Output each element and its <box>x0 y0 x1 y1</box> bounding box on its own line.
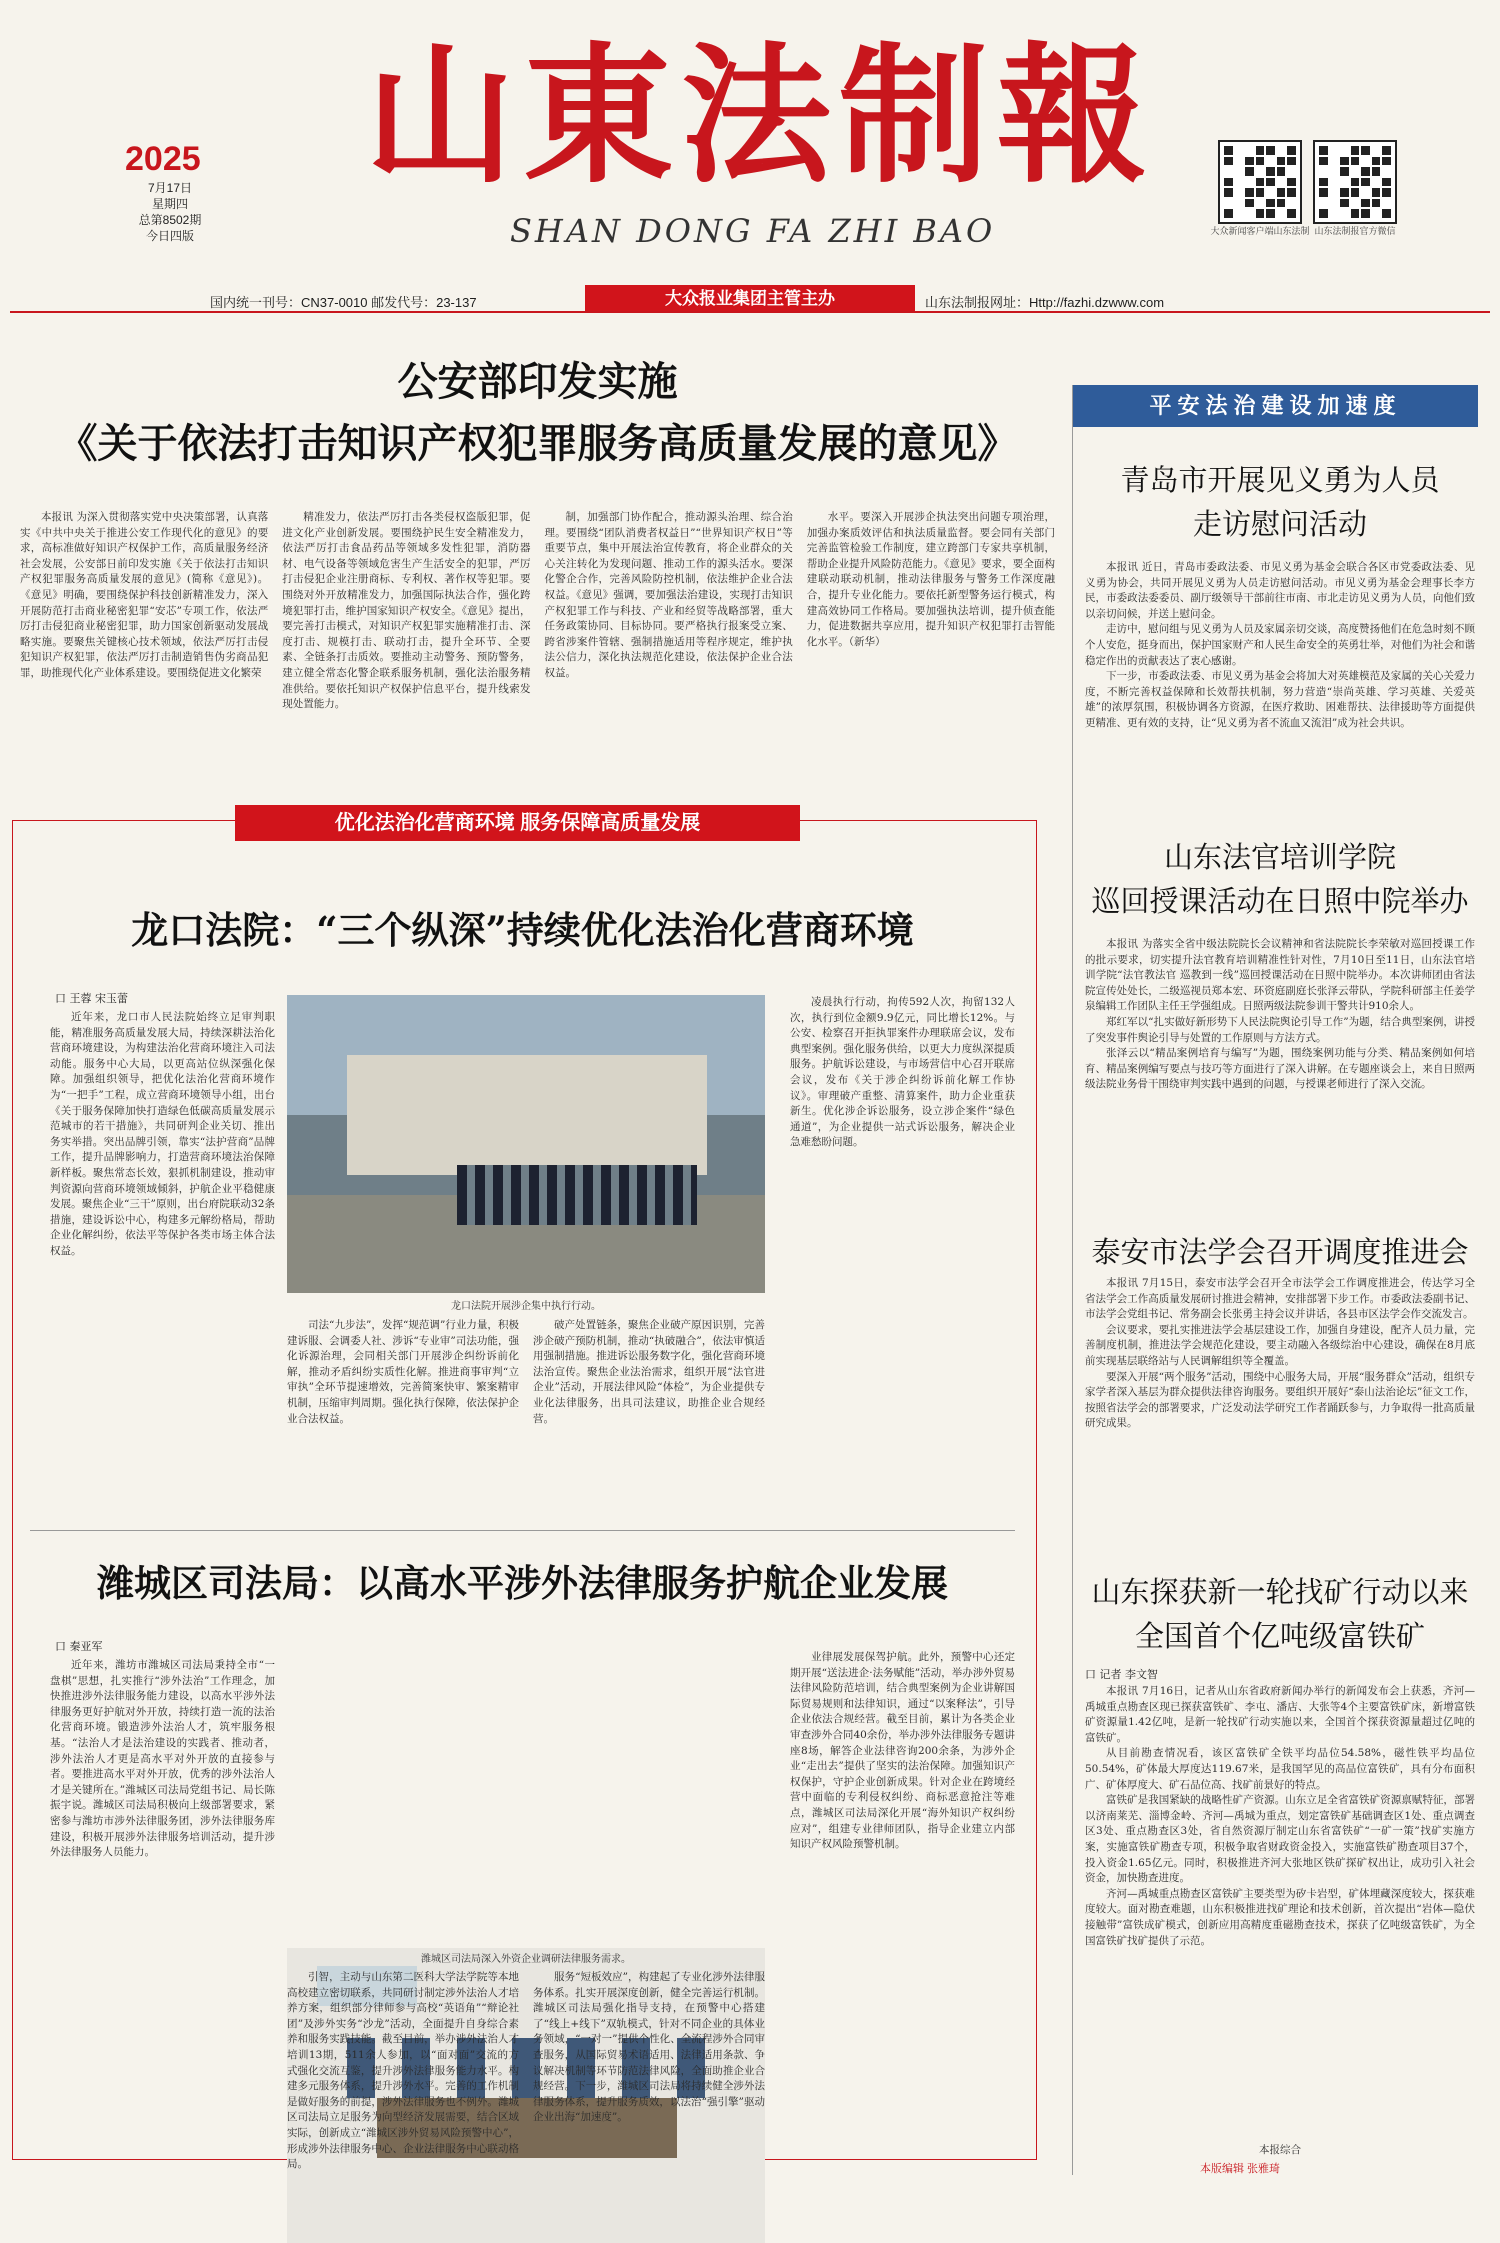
article-title: 山东探获新一轮找矿行动以来 <box>1091 1575 1469 1609</box>
paragraph: 会议要求，要扎实推进法学会基层建设工作，加强自身建设，配齐人员力量，完善制度机制，推进法学会规范化建设，要主动融入各级综治中心建设，确保在8月底前实现基层联络站与人民调解组织等全覆盖。 <box>1085 1323 1475 1367</box>
sidebar-article-4 <box>1085 1570 1475 2159</box>
qr-icon <box>1313 140 1397 224</box>
longkou-col-2 <box>287 1318 519 1520</box>
lead-col-2 <box>282 510 530 760</box>
longkou-col-1 <box>50 1010 275 1520</box>
paragraph: 本报讯 为落实全省中级法院院长会议精神和省法院院长李荣敏对巡回授课工作的批示要求，切实提升法官教育培训精准性针对性，7月10日至11日，山东法官培训学院“法官教法官 巡教到一线”巡回授课活动在日照中院举办。本次讲师团由省法院宣传处处长，二级巡视员郑本宏、环资庭副庭长张泽云带队，学院科研部主任姜学泉编辑工作团队主任王学强组成。日照两级法院参训干警共计910余人。 <box>1085 938 1475 1013</box>
paragraph: 富铁矿是我国紧缺的战略性矿产资源。山东立足全省富铁矿资源禀赋特征，部署以济南莱芜、淄博金岭、齐河—禹城为重点，划定富铁矿基础调查区1处、重点调查区3处、重点勘查区3处，省自然资源厅制定山东省富铁矿“一矿一策”找矿实施方案，实施富铁矿勘查专项，积极争取省财政资金投入，实施富铁矿勘查项目37个，投入资金1.65亿元。同时，积极推进齐河大张地区铁矿探矿权出让，成功引入社会资金，加快勘查进度。 <box>1085 1794 1475 1885</box>
longkou-col-3 <box>790 995 1015 1520</box>
column-divider <box>1072 385 1073 2175</box>
longkou-text: 司法“九步法”，发挥“规范调”行业力量，积极建诉服、会调委人社、涉诉“专业审”司法功能，强化诉源治理，会同相关部门开展涉企纠纷诉前化解，推动矛盾纠纷实质性化解。推进商事审判“立审执”全环节提速增效，完善简案快审、繁案精审机制，压缩审判周期。强化执行保障，依法保护企业合法权益。 <box>287 1319 519 1425</box>
page-editor: 本版编辑 张雅琦 <box>1200 2163 1281 2175</box>
issue-info <box>125 180 215 244</box>
masthead-logo <box>364 8 1156 208</box>
longkou-text: 凌晨执行行动，拘传592人次，拘留132人次，执行到位金额9.9亿元，同比增长12%。与公安、检察召开拒执罪案件办理联席会议，发布典型案例。强化服务供给，以更大力度纵深提质服务。护航诉讼建设，与市场营信中心召开联席会议，发布《关于涉企纠纷诉前化解工作协议》。审理破产重整、清算案件，助力企业重获新生。优化涉企诉讼服务，设立涉企案件“绿色通道”，为企业提供一站式诉讼服务，解决企业急难愁盼问题。 <box>790 996 1015 1149</box>
longkou-text: 破产处置链条，聚焦企业破产原因识别，完善涉企破产预防机制，推动“执破融合”，依法审慎适用强制措施。推进诉讼服务数字化，强化营商环境法治宣传。聚焦企业法治需求，组织开展“法官进企业”活动，开展法律风险“体检”，为企业提供专业化法律服务，出具司法建议，助推企业合规经营。 <box>533 1319 765 1425</box>
issue-number: 总第8502期 <box>138 213 202 227</box>
longkou-photo-caption: 龙口法院开展涉企集中执行行动。 <box>451 1301 601 1312</box>
article-title: 青岛市开展见义勇为人员 <box>1120 463 1440 497</box>
sidebar-banner: 平安法治建设加速度 <box>1073 385 1478 427</box>
weicheng-text: 服务“短板效应”，构建起了专业化涉外法律服务体系。扎实开展深度创新，健全完善运行机制。潍城区司法局强化指导支持，在预警中心搭建了“线上+线下”双轨模式，针对不同企业的具体业务领域，“一对一”提供个性化、全流程涉外合同审查服务，从国际贸易术语适用、法律适用条款、争议解决机制等环节防范法律风险，全面助推企业合规经营。下一步，潍城区司法局将持续健全涉外法律服务体系，提升服务质效，以法治“强引擎”驱动企业出海“加速度”。 <box>533 1971 765 2124</box>
qr-code-1[interactable] <box>1205 140 1315 237</box>
article-body <box>1085 1684 1475 2139</box>
weicheng-author: 口 秦亚军 <box>55 1640 103 1653</box>
article-body <box>1085 937 1475 1217</box>
longkou-col-4 <box>533 1318 765 1520</box>
qr-code-2[interactable] <box>1300 140 1410 237</box>
lead-text: 水平。要深入开展涉企执法突出问题专项治理，加强办案质效评估和执法质量监督。要会同有关部门完善监管检验工作制度，建立跨部门专家共享机制，帮助企业提升风险防范能力。《意见》要求，要全面构建联动联动机制，推动法律服务与警务工作深度融合，提升专业化能力。要依托新型警务运行模式，构建高效协同工作格局。要加强执法培训，提升侦查能力，促进数据共享应用，提升知识产权犯罪打击智能化水平。（新华） <box>806 511 1055 648</box>
lead-text: 本报讯 为深入贯彻落实党中央决策部署，认真落实《中共中央关于推进公安工作现代化的意见》的要求，高标准做好知识产权保护工作，高质量服务经济社会发展，公安部日前印发实施《关于依法打击知识产权犯罪服务高质量发展的意见》(简称《意见》)。《意见》明确，要围绕保护科技创新精准发力，深入开展防范打击商业秘密犯罪“安芯”专项工作，依法严厉打击侵犯商业秘密犯罪，助力国家创新驱动发展战略实施。要聚焦关键核心技术领域，依法严厉打击侵犯知识产权犯罪，依法严厉打击制造销售伪劣商品犯罪，助推现代化产业体系建设。要围绕促进文化繁荣 <box>20 511 269 679</box>
weicheng-lower <box>287 1970 765 2171</box>
svg-text:山東法制報: 山東法制報 <box>364 28 1156 204</box>
masthead-calligraphy <box>364 8 1156 208</box>
qr-caption-2: 山东法制报官方微信 <box>1314 226 1396 236</box>
article-body <box>1085 560 1475 815</box>
weicheng-text: 业律展发展保驾护航。此外，预警中心还定期开展“送法进企·法务赋能”活动，举办涉外贸易法律风险防范培训，结合典型案例为企业讲解国际贸易规则和法律知识，通过“以案释法”，引导企业依法合规经营。截至目前，累计为各类企业审查涉外合同40余份，举办涉外法律服务专题讲座8场，解答企业法律咨询200余条，为涉外企业“走出去”提供了坚实的法治保障。加强知识产权保护，守护企业创新成果。针对企业在跨境经营中面临的专利侵权纠纷、商标恶意抢注等难点，潍城区司法局深化开展“海外知识产权纠纷应对”，组建专业律师团队，指导企业建立内部知识产权风险预警机制。 <box>790 1651 1015 1851</box>
lead-title-line2: 《关于依法打击知识产权犯罪服务高质量发展的意见》 <box>57 420 1018 467</box>
weicheng-col-3 <box>790 1650 1015 2148</box>
issue-weekday: 星期四 <box>151 197 188 211</box>
paragraph: 要深入开展“两个服务”活动，围绕中心服务大局，开展“服务群众”活动，组织专家学者深入基层为群众提供法律咨询服务。要组织开展好“泰山法治论坛”征文工作，按照省法学会的部署要求，广泛发动法学研究工作者踊跃参与，力争取得一批高质量研究成果。 <box>1085 1370 1475 1430</box>
weicheng-title: 潍城区司法局：以高水平涉外法律服务护航企业发展 <box>97 1561 948 1605</box>
weicheng-col-4 <box>533 1970 765 2148</box>
officers-group <box>457 1165 697 1225</box>
paragraph: 齐河—禹城重点勘查区富铁矿主要类型为矽卡岩型，矿体埋藏深度较大，探获难度较大。面对勘查难题，山东积极推进找矿理论和技术创新，首次提出“岩体—隐伏接触带”富铁成矿模式，创新应用高精度重磁勘查技术，探获了亿吨级富铁矿，为全国富铁矿找矿提供了示范。 <box>1085 1887 1475 1947</box>
lead-text: 制，加强部门协作配合，推动源头治理、综合治理。要围绕“团队消费者权益日”“世界知识产权日”等重要节点，集中开展法治宣传教育，将企业群众的关心关注转化为发现问题、推动工作的源头活水。要深化警企合作，完善风险防控机制，依法维护企业合法权益。《意见》强调，要加强法治建设，实现打击知识产权犯罪工作与科技、产业和经贸等战略部署，重大任务政策协同、目标协同。要严格执行报案受立案、跨省涉案件管辖、强制措施适用等程序规定，维护执法公信力，深化执法规范化建设，依法保护企业合法权益。 <box>544 511 793 679</box>
weicheng-col-1 <box>50 1658 275 2148</box>
section-banner: 优化法治化营商环境 服务保障高质量发展 <box>235 805 800 841</box>
lead-col-3 <box>545 510 793 760</box>
weicheng-text: 引智，主动与山东第二医科大学法学院等本地高校建立密切联系，共同研讨制定涉外法治人才培养方案，组织部分律师参与高校“英语角”“辩论社团”及涉外实务“沙龙”活动，全面提升自身综合素养和服务实践技能。截至目前，举办涉外法治人才培训13期，511余人参加，以“面对面”交流的方式强化交流互鉴，提升涉外法律服务能力水平。构建多元服务体系，提升涉外水平。完善的工作机制是做好服务的前提，涉外法律服务也不例外。潍城区司法局立足服务为向型经济发展需要，结合区域实际，创新成立“潍城区涉外贸易风险预警中心”，形成涉外法律服务中心、企业法律服务中心联动格局。 <box>287 1971 519 2171</box>
lead-body <box>20 510 1055 760</box>
masthead-pinyin: SHAN DONG FA ZHI BAO <box>510 212 996 250</box>
issue-year: 2025 <box>125 140 201 178</box>
paragraph: 从目前勘查情况看，该区富铁矿全铁平均品位54.58%，磁性铁平均品位50.54%，矿体最大厚度达119.67米，是我国罕见的高品位富铁矿，具有分布面积广、矿体厚度大、矿石品位高、找矿前景好的特点。 <box>1085 1747 1475 1791</box>
section-divider <box>30 1530 1015 1531</box>
article-subtitle: 走访慰问活动 <box>1192 507 1367 541</box>
sidebar-article-1 <box>1085 458 1475 815</box>
paragraph: 本报讯 近日，青岛市委政法委、市见义勇为基金会联合各区市党委政法委、见义勇为协会，共同开展见义勇为人员走访慰问活动。市见义勇为基金会理事长李方民，市委政法委委员、副厅级领导干部前往市南、市北走访见义勇为人员，向他们致以亲切问候，并送上慰问金。 <box>1085 561 1475 620</box>
longkou-photo <box>287 995 765 1293</box>
longkou-author: 口 王蓉 宋玉蕾 <box>55 992 128 1005</box>
lead-title-line1: 公安部印发实施 <box>397 358 678 405</box>
article-body <box>1085 1276 1475 1566</box>
website-url[interactable]: 山东法制报网址：Http://fazhi.dzwww.com <box>925 295 1165 310</box>
longkou-lower <box>287 1318 765 1520</box>
paragraph: 本报讯 7月16日，记者从山东省政府新闻办举行的新闻发布会上获悉，齐河—禹城重点勘查区现已探获富铁矿、李屯、潘店、大张等4个主要富铁矿床，新增富铁矿资源量1.42亿吨，是新一轮找矿行动实施以来，全国首个探获资源量超过亿吨的富铁矿。 <box>1085 1685 1475 1744</box>
issue-pages: 今日四版 <box>145 229 194 243</box>
article-subtitle: 巡回授课活动在日照中院举办 <box>1091 884 1469 918</box>
article-title: 山东法官培训学院 <box>1163 840 1396 874</box>
lead-text: 精准发力，依法严厉打击各类侵权盗版犯罪，促进文化产业创新发展。要围绕护民生安全精准发力，依法严厉打击食品药品等领域多发性犯罪，消防器材、电气设备等领域危害生产生活安全的犯罪，严厉打击侵犯企业注册商标、专利权、著作权等犯罪。要围绕对外开放精准发力，加强国际执法合作，强化跨境犯罪打击，维护国家知识产权安全。《意见》提出，要完善打击模式，对知识产权犯罪实施精准打击、深度打击、规模打击、联动打击，提升全环节、全要素、全链条打击质效。要推动主动警务、预防警务，建立健全常态化警企联系服务机制，强化法治服务精准供给。要依托知识产权保护信息平台，提升线索发现处置能力。 <box>282 511 531 711</box>
article-title: 泰安市法学会召开调度推进会 <box>1091 1235 1469 1269</box>
sidebar-article-2 <box>1085 835 1475 1217</box>
publication-codes: 国内统一刊号：CN37-0010 邮发代号：23-137 <box>210 295 477 310</box>
article-subtitle: 全国首个亿吨级富铁矿 <box>1134 1619 1425 1653</box>
paragraph: 下一步，市委政法委、市见义勇为基金会将加大对英雄模范及家属的关心关爱力度，不断完善权益保障和长效帮扶机制，努力营造“崇尚英雄、学习英雄、关爱英雄”的浓厚氛围，积极协调各方资源，在医疗救助、困难帮扶、法律援助等方面提供更精准、更有效的支持，让“见义勇为者不流血又流泪”成为社会共识。 <box>1085 670 1475 729</box>
lead-col-1 <box>20 510 268 760</box>
info-bar <box>0 285 1500 313</box>
article-source: 本报综合 <box>1259 2144 1301 2156</box>
issue-date: 7月17日 <box>147 181 193 195</box>
publisher-banner: 大众报业集团主管主办 <box>585 285 915 313</box>
weicheng-col-2 <box>287 1970 519 2171</box>
longkou-text: 近年来，龙口市人民法院始终立足审判职能，精准服务高质量发展大局，持续深耕法治化营商环境建设，为构建法治化营商环境注入司法动能。服务中心大局，以更高站位纵深强化保障。加强组织领导，把优化法治化营商环境作为“一把手”工程，成立营商环境领导小组，出台《关于服务保障加快打造绿色低碳高质量发展示范城市的若干措施》，共同研判企业关切、推出务实举措。突出品牌引领，靠实“法护营商”品牌工作，提升品牌影响力，打造营商环境法治保障新样板。聚焦常态长效，狠抓机制建设，推动审判资源向营商环境领域倾斜，护航企业平稳健康发展。聚焦企业“三干”原则，出台府院联动32条措施，建设诉讼中心，构建多元解纷格局，帮助企业化解纠纷，依法平等保护各类市场主体合法权益。 <box>50 1011 275 1257</box>
weicheng-photo-caption: 潍城区司法局深入外资企业调研法律服务需求。 <box>421 1954 631 1965</box>
paragraph: 郑红军以“扎实做好新形势下人民法院舆论引导工作”为题，结合典型案例，讲授了突发事件舆论引导与处置的工作原则与方法方式。 <box>1085 1015 1475 1044</box>
paragraph: 本报讯 7月15日，泰安市法学会召开全市法学会工作调度推进会，传达学习全省法学会工作高质量发展研讨推进会精神，安排部署下步工作。市委政法委副书记、市法学会党组书记、常务副会长张勇主持会议并讲话，各县市区法学会作交流发言。 <box>1085 1277 1475 1321</box>
article-author: 口 记者 李文智 <box>1085 1668 1158 1681</box>
qr-caption-1: 大众新闻客户端山东法制 <box>1210 226 1310 236</box>
sidebar-article-3 <box>1085 1230 1475 1566</box>
lead-col-4 <box>807 510 1055 760</box>
paragraph: 走访中，慰问组与见义勇为人员及家属亲切交谈，高度赞扬他们在危急时刻不顾个人安危，挺身而出，保护国家财产和人民生命安全的英勇壮举，对他们为社会和谐稳定作出的贡献表达了衷心感谢。 <box>1085 623 1475 667</box>
qr-icon <box>1218 140 1302 224</box>
paragraph: 张泽云以“精品案例培育与编写”为题，围绕案例功能与分类、精品案例如何培育、精品案例编写要点与技巧等方面进行了深入讲解。在专题座谈会上，来自日照两级法院业务骨干围绕审判实践中遇到的问题，与授课老师进行了深入交流。 <box>1085 1047 1475 1091</box>
weicheng-text: 近年来，潍坊市潍城区司法局秉持全市“一盘棋”思想，扎实推行“涉外法治”工作理念，加快推进涉外法律服务能力建设，以高水平涉外法律服务更好护航对外开放，持续打造一流的法治化营商环境。锻造涉外法治人才，筑牢服务根基。“法治人才是法治建设的实践者、推动者，涉外法治人才更是高水平对外开放的直接参与者。要推进高水平对外开放，优秀的涉外法治人才是关键所在。”潍城区司法局党组书记、局长陈振宇说。潍城区司法局积极向上级部署要求，紧密参与潍坊市涉外法律服务团，涉外法律服务库建设，积极开展涉外法律服务培训活动，提升涉外法律服务人员能力。 <box>50 1659 275 1859</box>
longkou-title: 龙口法院：“三个纵深”持续优化法治化营商环境 <box>131 908 914 952</box>
header-rule <box>10 311 1490 313</box>
court-building <box>347 1055 707 1175</box>
